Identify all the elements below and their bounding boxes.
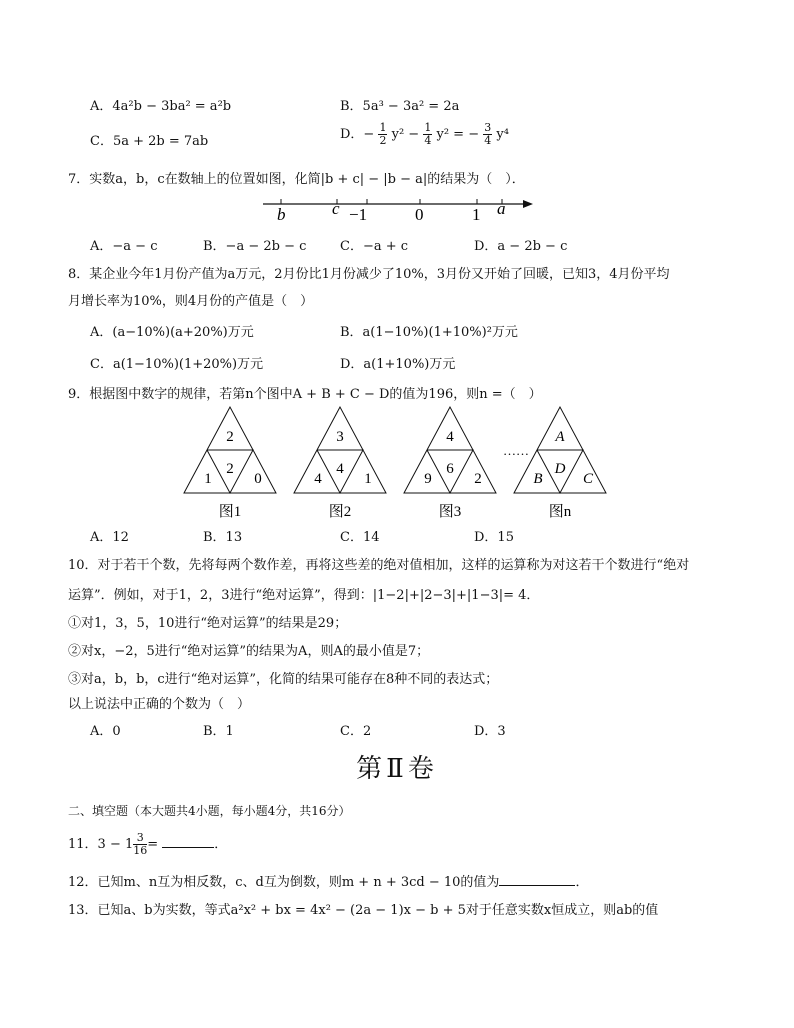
axis-label-b: b [277, 205, 286, 224]
q8-line2: 月增长率为10%，则4月份的产值是（ ） [68, 294, 314, 309]
q11-frac-den: 16 [133, 844, 148, 857]
q8-option-a: A．(a−10%)(a+20%)万元 [90, 325, 254, 340]
fign-center: D [554, 461, 566, 477]
q6-option-b: B．5a³ − 3a² = 2a [340, 99, 460, 114]
q9-triangle-figures [178, 405, 618, 523]
q9-option-c: C．14 [340, 530, 380, 545]
q6-option-d [340, 122, 509, 147]
q6-d-f1-num: 1 [379, 121, 387, 134]
q6-d-end: y⁴ [496, 127, 509, 142]
q11-fraction [133, 832, 147, 857]
q8-line1: 8．某企业今年1月份产值为a万元，2月份比1月份减少了10%，3月份又开始了回暖，已知3，4月份平均 [68, 267, 670, 282]
q7-option-d: D．a − 2b − c [474, 239, 568, 254]
figure-1 [184, 407, 276, 520]
q10-option-b: B．1 [203, 724, 234, 739]
q12-end: ． [575, 875, 589, 890]
q7-option-a: A．−a − c [90, 239, 158, 254]
q6-d-f2-den: 4 [424, 134, 432, 147]
figure-2 [294, 407, 386, 520]
fig3-caption: 图3 [438, 504, 462, 520]
q6-d-f2-num: 1 [424, 121, 432, 134]
axis-label-c: c [332, 199, 340, 218]
fig3-left: 9 [424, 471, 432, 487]
fig3-center: 6 [446, 461, 454, 477]
q7-option-b: B．−a − 2b − c [203, 239, 307, 254]
q11-answer-blank[interactable] [162, 835, 214, 848]
figure-3 [404, 407, 496, 520]
q12-answer-blank[interactable] [499, 873, 575, 886]
q8-option-d: D．a(1+10%)万元 [340, 357, 456, 372]
fig1-caption: 图1 [218, 504, 242, 520]
q6-d-f1-den: 2 [379, 134, 387, 147]
fig2-right: 1 [364, 471, 372, 487]
q13-text: 13．已知a、b为实数，等式a²x² + bx = 4x² − (2a − 1)x − b + 5对于任意实数x恒成立，则ab的值 [68, 903, 659, 918]
axis-label-1: 1 [472, 205, 481, 224]
q12 [68, 871, 588, 890]
fig1-top: 2 [226, 429, 234, 445]
section2-heading: 二、填空题（本大题共4小题，每小题4分，共16分） [68, 804, 351, 818]
figure-n [514, 407, 606, 520]
fign-caption: 图n [548, 504, 572, 520]
q11-frac-num: 3 [133, 832, 147, 845]
fig2-caption: 图2 [328, 504, 352, 520]
q10-option-a: A．0 [90, 724, 121, 739]
fig1-center: 2 [226, 461, 234, 477]
q6-d-fraction-3 [483, 122, 492, 147]
fig2-left: 4 [314, 471, 322, 487]
q9-stem: 9．根据图中数字的规律，若第n个图中A + B + C − D的值为196，则n =（ ） [68, 387, 542, 402]
q7-stem: 7．实数a，b，c在数轴上的位置如图，化简|b + c| − |b − a|的结果为（ ）． [68, 172, 525, 187]
axis-label-a: a [497, 199, 506, 218]
fig2-center: 4 [336, 461, 344, 477]
q6-d-f3-num: 3 [484, 121, 492, 134]
fig1-left: 1 [204, 471, 212, 487]
q7-number-line [255, 190, 555, 230]
q10-statement-3: ③对a，b，b，c进行“绝对运算”，化简的结果可能存在8种不同的表达式； [68, 672, 499, 687]
q11 [68, 832, 227, 857]
axis-label-neg1: −1 [349, 205, 368, 224]
q9-option-d: D．15 [474, 530, 514, 545]
fign-top: A [555, 429, 565, 445]
q6-d-mid2: y² = − [436, 127, 480, 142]
q6-option-c: C．5a + 2b = 7ab [90, 134, 209, 149]
fig3-right: 2 [474, 471, 482, 487]
figure-ellipsis: …… [503, 443, 529, 458]
q6-d-f3-den: 4 [484, 134, 492, 147]
fign-left: B [533, 471, 543, 487]
q9-option-a: A．12 [90, 530, 129, 545]
fign-right: C [582, 471, 594, 487]
q10-conclusion: 以上说法中正确的个数为（ ） [68, 697, 251, 712]
fig3-top: 4 [446, 429, 454, 445]
q6-d-fraction-1 [378, 122, 387, 147]
q10-line1: 10．对于若干个数，先将每两个数作差，再将这些差的绝对值相加，这样的运算称为对这若干个数进行“绝对 [68, 558, 690, 573]
q10-statement-1: ①对1，3，5，10进行“绝对运算”的结果是29； [68, 616, 348, 631]
fig1-right: 0 [254, 471, 262, 487]
q7-option-c: C．−a + c [340, 239, 409, 254]
q12-text: 12．已知m、n互为相反数，c、d互为倒数，则m + n + 3cd − 10的值为 [68, 875, 500, 890]
q6-d-fraction-2 [423, 122, 432, 147]
q9-option-b: B．13 [203, 530, 243, 545]
q8-option-b: B．a(1−10%)(1+10%)²万元 [340, 325, 518, 340]
section-title: 第Ⅱ卷 [356, 754, 438, 784]
q8-option-c: C．a(1−10%)(1+20%)万元 [90, 357, 264, 372]
q10-option-c: C．2 [340, 724, 372, 739]
q10-line2: 运算”．例如，对于1，2，3进行“绝对运算”，得到：|1−2|+|2−3|+|1−3|= 4． [68, 588, 540, 603]
q11-prefix: 11．3 − 1 [68, 837, 134, 852]
q10-statement-2: ②对x，−2，5进行“绝对运算”的结果为A，则A的最小值是7； [68, 644, 430, 659]
axis-label-0: 0 [415, 205, 424, 224]
q11-end: ． [214, 837, 228, 852]
q10-option-d: D．3 [474, 724, 506, 739]
q11-equals: = [147, 837, 159, 852]
q6-d-prefix: D．− [340, 127, 375, 142]
fig2-top: 3 [336, 429, 344, 445]
q6-d-mid1: y² − [391, 127, 420, 142]
q6-option-a: A．4a²b − 3ba² = a²b [90, 99, 232, 114]
